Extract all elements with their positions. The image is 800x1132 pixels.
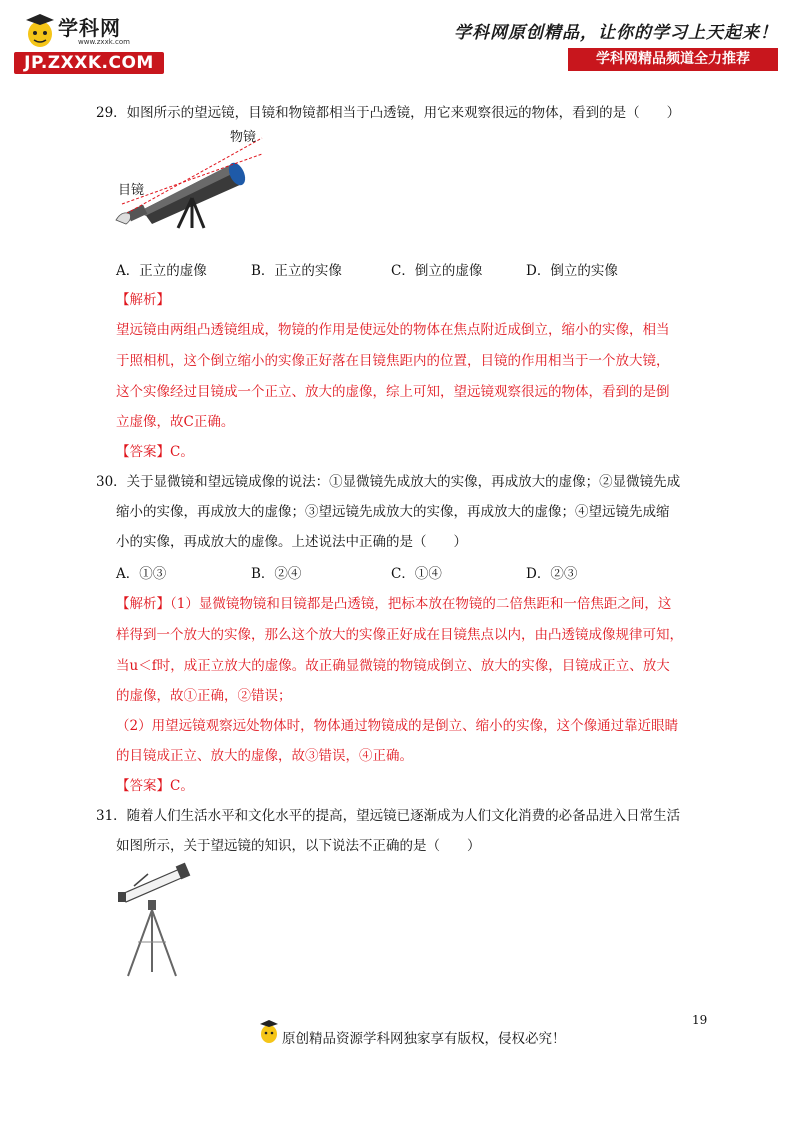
q29-analysis-line: 于照相机，这个倒立缩小的实像正好落在目镜焦距内的位置，目镜的作用相当于一个放大镜， <box>116 353 670 369</box>
logo-text: 学科网 <box>58 16 121 40</box>
footer-copyright: 原创精品资源学科网独家享有版权，侵权必究！ <box>282 1031 566 1047</box>
q30-stem-line: 小的实像，再成放大的虚像。上述说法中正确的是（ ） <box>116 534 467 550</box>
q30-analysis-line: 当u＜f时，成正立放大的虚像。故正确显微镜的物镜成倒立、放大的实像，目镜成正立、放大 <box>116 658 670 674</box>
q31-telescope-figure <box>112 862 204 980</box>
mascot-icon <box>258 1018 280 1046</box>
q30-option-b: B．②④ <box>251 566 302 582</box>
q30-analysis-line: 的目镜成正立、放大的虚像，故③错误，④正确。 <box>116 748 413 764</box>
q29-analysis-line: 立虚像，故C正确。 <box>116 414 235 430</box>
header-slogan: 学科网原创精品，让你的学习上天起来！ <box>454 23 778 43</box>
q29-analysis-line: 望远镜由两组凸透镜组成，物镜的作用是使远处的物体在焦点附近成倒立，缩小的实像，相当 <box>116 322 670 338</box>
q29-analysis-line: 这个实像经过目镜成一个正立、放大的虚像，综上可知，望远镜观察很远的物体，看到的是倒 <box>116 384 670 400</box>
logo-domain: www.zxxk.com <box>78 38 130 46</box>
q29-option-d: D．倒立的实像 <box>526 263 618 279</box>
q30-option-c: C．①④ <box>391 566 442 582</box>
q30-analysis-line: 的虚像，故①正确，②错误； <box>116 688 292 704</box>
q31-stem-line: 31．随着人们生活水平和文化水平的提高，望远镜已逐渐成为人们文化消费的必备品进入日常生活 <box>96 808 681 824</box>
q29-analysis-title: 【解析】 <box>116 292 170 308</box>
q29-answer: 【答案】C。 <box>116 444 194 460</box>
label-eyepiece: 目镜 <box>118 183 145 198</box>
label-objective: 物镜 <box>230 130 257 145</box>
q31-stem-line: 如图所示，关于望远镜的知识，以下说法不正确的是（ ） <box>116 838 481 854</box>
q30-stem-line: 缩小的实像，再成放大的虚像；③望远镜先成放大的实像，再成放大的虚像；④望远镜先成缩 <box>116 504 670 520</box>
page-number: 19 <box>692 1013 708 1027</box>
q29-stem: 29．如图所示的望远镜，目镜和物镜都相当于凸透镜，用它来观察很远的物体，看到的是（ ） <box>96 105 681 121</box>
q30-stem-line: 30．关于显微镜和望远镜成像的说法：①显微镜先成放大的实像，再成放大的虚像；②显微镜先成 <box>96 474 681 490</box>
q29-telescope-figure <box>112 124 272 232</box>
q30-analysis-line: 【解析】（1）显微镜物镜和目镜都是凸透镜，把标本放在物镜的二倍焦距和一倍焦距之间，这 <box>116 596 672 612</box>
mascot-icon <box>22 12 58 50</box>
q29-option-c: C．倒立的虚像 <box>391 263 483 279</box>
q30-answer: 【答案】C。 <box>116 778 194 794</box>
q30-option-d: D．②③ <box>526 566 578 582</box>
logo-url: JP.ZXXK.COM <box>14 52 164 74</box>
tripod-telescope-icon <box>112 862 204 980</box>
q29-option-a: A．正立的虚像 <box>116 263 207 279</box>
site-logo[interactable] <box>14 12 164 74</box>
q29-option-b: B．正立的实像 <box>251 263 342 279</box>
q30-analysis-line: （2）用望远镜观察远处物体时，物体通过物镜成的是倒立、缩小的实像，这个像通过靠近眼睛 <box>116 718 679 734</box>
recommend-banner: 学科网精品频道全力推荐 <box>568 48 778 71</box>
q30-analysis-line: 样得到一个放大的实像，那么这个放大的实像正好成在目镜焦点以内，由凸透镜成像规律可知， <box>116 627 683 643</box>
q30-option-a: A．①③ <box>116 566 167 582</box>
